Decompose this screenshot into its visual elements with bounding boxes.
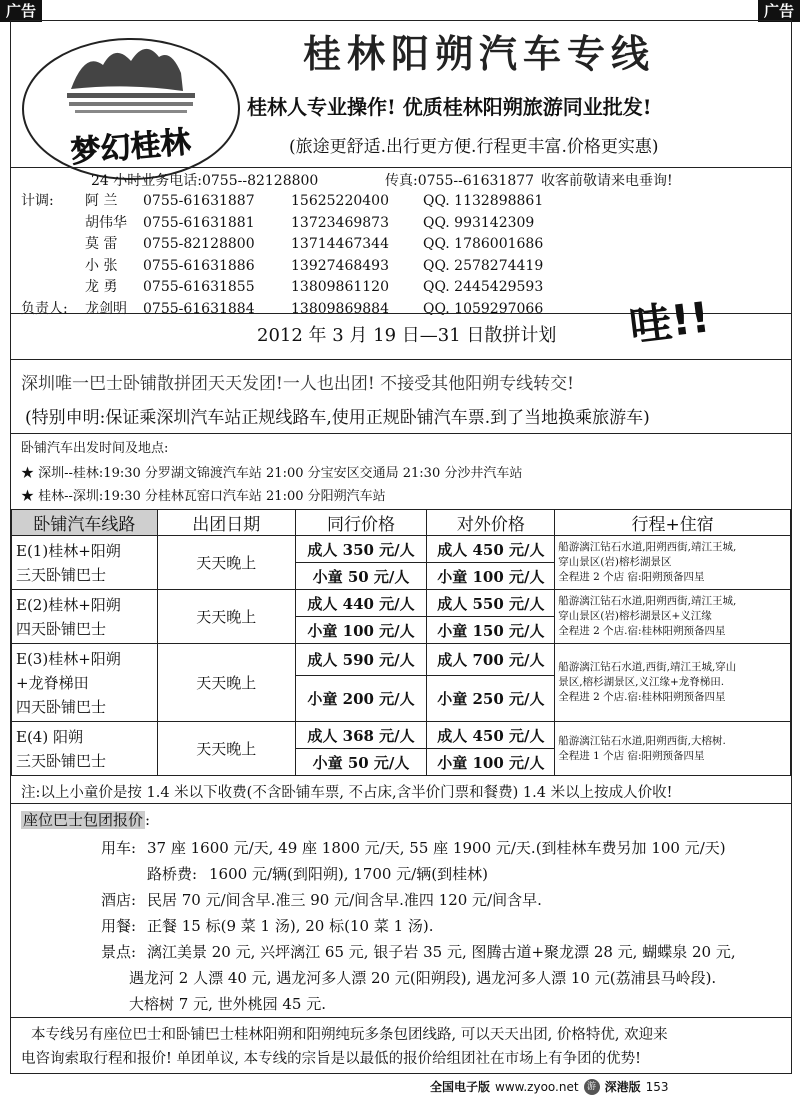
route-itinerary: 船游漓江钻石水道,阳朔西街,大榕树. 全程进 1 个店 宿:阳朔预备四星 [555,722,791,776]
footer-bar [430,1078,668,1095]
route-date: 天天晚上 [157,536,295,590]
route-date: 天天晚上 [157,590,295,644]
table-row [12,722,791,749]
logo-text: 梦幻桂林 [69,124,192,171]
route-itinerary: 船游漓江钻石水道,阳朔西街,靖江王城, 穿山景区(岩)榕杉湖景区+义江缘 全程进 2 个店.宿:桂林阳朔预备四星 [555,590,791,644]
vehicle-price: 37 座 1600 元/天, 49 座 1800 元/天, 55 座 1900 元/天.(到桂林车费另加 100 元/天) [147,839,726,857]
route-name: E(2)桂林+阳朔 四天卧铺巴士 [12,590,158,644]
footer-edition: 全国电子版 [430,1080,491,1094]
fax: 传真:0755--61631877 [385,173,535,189]
adult-public-price: 成人 700 元/人 [427,644,555,676]
subslogan: (旅途更舒适.出行更方便.行程更丰富.价格更实惠) [289,137,659,157]
meal-label: 用餐: [101,917,137,935]
child-public-price: 小童 100 元/人 [427,749,555,776]
toll-label: 路桥费: [147,865,198,883]
col-header-itinerary: 行程+住宿 [555,510,791,536]
table-header-row [12,510,791,536]
departure-row-2: ★ 桂林--深圳:19:30 分桂林瓦窑口汽车站 21:00 分阳朔汽车站 [21,489,386,504]
charter-title-block [21,809,150,830]
charter-title: 座位巴士包团报价 [23,811,144,829]
footer-site[interactable]: www.zyoo.net [495,1079,579,1094]
sights-label: 景点: [101,943,137,961]
ad-tag-left: 广告 [0,0,42,22]
meal-price: 正餐 15 标(9 菜 1 汤), 20 标(10 菜 1 汤). [147,917,434,935]
adult-trade-price: 成人 440 元/人 [295,590,427,617]
adult-public-price: 成人 550 元/人 [427,590,555,617]
charter-title-colon: : [145,811,151,829]
hotel-price: 民居 70 元/间含早.准三 90 元/间含早.准四 120 元/间含早. [147,891,542,909]
route-name: E(1)桂林+阳朔 三天卧铺巴士 [12,536,158,590]
adult-trade-price: 成人 590 元/人 [295,644,427,676]
closing-line-2: 电咨询索取行程和报价! 单团单议, 本专线的宗旨是以最低的报价给组团社在市场上有争团的优势! [21,1051,641,1067]
child-public-price: 小童 100 元/人 [427,563,555,590]
vehicle-label: 用车: [101,839,137,857]
child-price-note: 注:以上小童价是按 1.4 米以下收费(不含卧铺车票, 不占床,含半价门票和餐费) 1.4 米以上按成人价收! [21,785,673,801]
child-public-price: 小童 250 元/人 [427,676,555,722]
table-row [12,644,791,676]
col-header-trade-price: 同行价格 [295,510,427,536]
divider [11,433,791,434]
footer-page-number: 153 [645,1079,669,1094]
route-name: E(4) 阳朔 三天卧铺巴士 [12,722,158,776]
divider [11,167,791,168]
ad-tag-right: 广告 [758,0,800,22]
notice-line-2: (特别申明:保证乘深圳汽车站正规线路车,使用正规卧铺汽车票.到了当地换乘旅游车) [25,408,650,428]
contact-note: 收客前敬请来电垂询! [541,173,673,189]
child-trade-price: 小童 200 元/人 [295,676,427,722]
col-header-public-price: 对外价格 [427,510,555,536]
divider [11,359,791,360]
child-trade-price: 小童 50 元/人 [295,563,427,590]
child-trade-price: 小童 50 元/人 [295,749,427,776]
route-name: E(3)桂林+阳朔 +龙脊梯田 四天卧铺巴士 [12,644,158,722]
adult-public-price: 成人 450 元/人 [427,536,555,563]
departure-row-1: ★ 深圳--桂林:19:30 分罗湖文锦渡汽车站 21:00 分宝安区交通局 21:30 分沙井汽车站 [21,466,523,481]
child-public-price: 小童 150 元/人 [427,617,555,644]
dream-guilin-logo [19,31,244,181]
page-title: 桂林阳朔汽车专线 [303,32,656,76]
sights-line-3: 大榕树 7 元, 世外桃园 45 元. [129,995,327,1013]
ad-frame: 梦幻桂林 桂林阳朔汽车专线 桂林人专业操作! 优质桂林阳朔旅游同业批发! (旅途更舒适.出行更方便.行程更丰富.价格更实惠) 24 小时业务电话:0755--82128800 传真:0755--61631877 收客前敬请来电垂询! 计调: 阿 兰 0755-61631887 15625220400 QQ. 1132898861 胡伟华 0755-61631881 13723469873 QQ. 993142309 莫 雷 0755-82128800 13714467344 QQ. 1786001686 小 张 0755-61631886 13927468493 QQ. 2578274419 龙 勇 0755-61631855 13809861120 QQ. 2445429593 负责人: 龙剑明 0755-61631884 13809869884 QQ. 1059297066 2012 年 3 月 19 日—31 日散拼计划 哇!! 深圳唯一巴士卧铺散拼团天天发团!一人也出团! 不接受其他阳朔专线转交! (特别申明:保证乘深圳汽车站正规线路车,使用正规卧铺汽车票.到了当地换乘旅游车) 卧铺汽车出发时间及地点: ★ 深圳--桂林:19:30 分罗湖文锦渡汽车站 21:00 分宝安区交通局 21:30 分沙井汽车站 ★ 桂林--深圳:19:30 分桂林瓦窑口汽车站 21:00 分阳朔汽车站 卧铺汽车线路 出团日期 同行价格 对外价格 行程+住宿 E(1)桂林+阳朔 三天卧铺巴士 天天晚上 成人 350 元/人 成人 450 元/人 船游漓江钻石水道,阳朔西街,靖江王城, 穿山景区(岩)榕杉湖景区 全程进 2 个店 宿:阳朔预备四星 小童 50 元/人 小童 100 元/人 E(2)桂林+阳朔 四天卧铺巴士 天天晚上 成人 440 元/人 成人 550 元/人 船游漓江钻石水道,阳朔西街,靖江王城, 穿山景区(岩)榕杉湖景区+义江缘 全程进 2 个店.宿:桂林阳朔预备四星 小童 100 元/人 小童 150 元/人 E(3)桂林+阳朔 +龙脊梯田 四天卧铺巴士 天天晚上 成人 590 元/人 成人 700 元/人 船游漓江钻石水道,西街,靖江王城,穿山 景区,榕杉湖景区,义江缘+龙脊梯田. 全程进 2 个店.宿:桂林阳朔预备四星 小童 200 元/人 小童 250 元/人 E(4) 阳朔 三天卧铺巴士 天天晚上 成人 368 元/人 成人 450 元/人 船游漓江钻石水道,阳朔西街,大榕树. 全程进 1 个店 宿:阳朔预备四星 小童 50 元/人 小童 100 元/人 注:以上小童价是按 1.4 米以下收费(不含卧铺车票, 不占床,含半价门票和餐费) 1.4 米以上按成人价收! 座位巴士包团报价 : 用车: 37 座 1600 元/天, 49 座 1800 元/天, 55 座 1900 元/天.(到桂林车费另加 100 元/天) 路桥费: 1600 元/辆(到阳朔), 1700 元/辆(到桂林) 酒店: 民居 70 元/间含早.准三 90 元/间含早.准四 120 元/间含早. 用餐: 正餐 15 标(9 菜 1 汤), 20 标(10 菜 1 汤). 景点: 漓江美景 20 元, 兴坪漓江 65 元, 银子岩 35 元, 图腾古道+聚龙漂 28 元, 蝴蝶泉 20 元, 遇龙河 2 人漂 40 元, 遇龙河多人漂 20 元(阳朔段), 遇龙河多人漂 10 元(荔浦县马岭段). 大榕树 7 元, 世外桃园 45 元. 本专线另有座位巴士和卧铺巴士桂林阳朔和阳朔纯玩多条包团线路, 可以天天出团, 价格特优, 欢迎来 电咨询索取行程和报价! 单团单议, 本专线的宗旨是以最低的报价给组团社在市场上有争团的优势! [10,20,792,1074]
route-itinerary: 船游漓江钻石水道,阳朔西街,靖江王城, 穿山景区(岩)榕杉湖景区 全程进 2 个店 宿:阳朔预备四星 [555,536,791,590]
closing-line-1: 本专线另有座位巴士和卧铺巴士桂林阳朔和阳朔纯玩多条包团线路, 可以天天出团, 价格特优, 欢迎来 [31,1027,668,1043]
exclaim-text: 哇!! [626,292,713,351]
table-row [12,590,791,617]
hotline: 24 小时业务电话:0755--82128800 [91,173,319,189]
adult-trade-price: 成人 350 元/人 [295,536,427,563]
hotel-label: 酒店: [101,891,137,909]
route-date: 天天晚上 [157,722,295,776]
plan-title: 2012 年 3 月 19 日—31 日散拼计划 [257,325,557,346]
route-date: 天天晚上 [157,644,295,722]
sights-line-1: 漓江美景 20 元, 兴坪漓江 65 元, 银子岩 35 元, 图腾古道+聚龙漂 28 元, 蝴蝶泉 20 元, [147,943,736,961]
route-itinerary: 船游漓江钻石水道,西街,靖江王城,穿山 景区,榕杉湖景区,义江缘+龙脊梯田. 全程进 2 个店.宿:桂林阳朔预备四星 [555,644,791,722]
toll-price: 1600 元/辆(到阳朔), 1700 元/辆(到桂林) [209,865,488,883]
slogan: 桂林人专业操作! 优质桂林阳朔旅游同业批发! [247,95,652,119]
col-header-route: 卧铺汽车线路 [12,510,158,536]
child-trade-price: 小童 100 元/人 [295,617,427,644]
col-header-date: 出团日期 [157,510,295,536]
footer-ring-icon: 游 [584,1079,600,1095]
divider [11,803,791,804]
adult-trade-price: 成人 368 元/人 [295,722,427,749]
departure-title: 卧铺汽车出发时间及地点: [21,441,169,456]
sights-line-2: 遇龙河 2 人漂 40 元, 遇龙河多人漂 20 元(阳朔段), 遇龙河多人漂 10 元(荔浦县马岭段). [129,969,717,987]
adult-public-price: 成人 450 元/人 [427,722,555,749]
route-table [11,509,791,776]
divider [11,1017,791,1018]
footer-region: 深港版 [604,1080,641,1094]
table-row [12,536,791,563]
notice-line-1: 深圳唯一巴士卧铺散拼团天天发团!一人也出团! 不接受其他阳朔专线转交! [21,374,574,394]
